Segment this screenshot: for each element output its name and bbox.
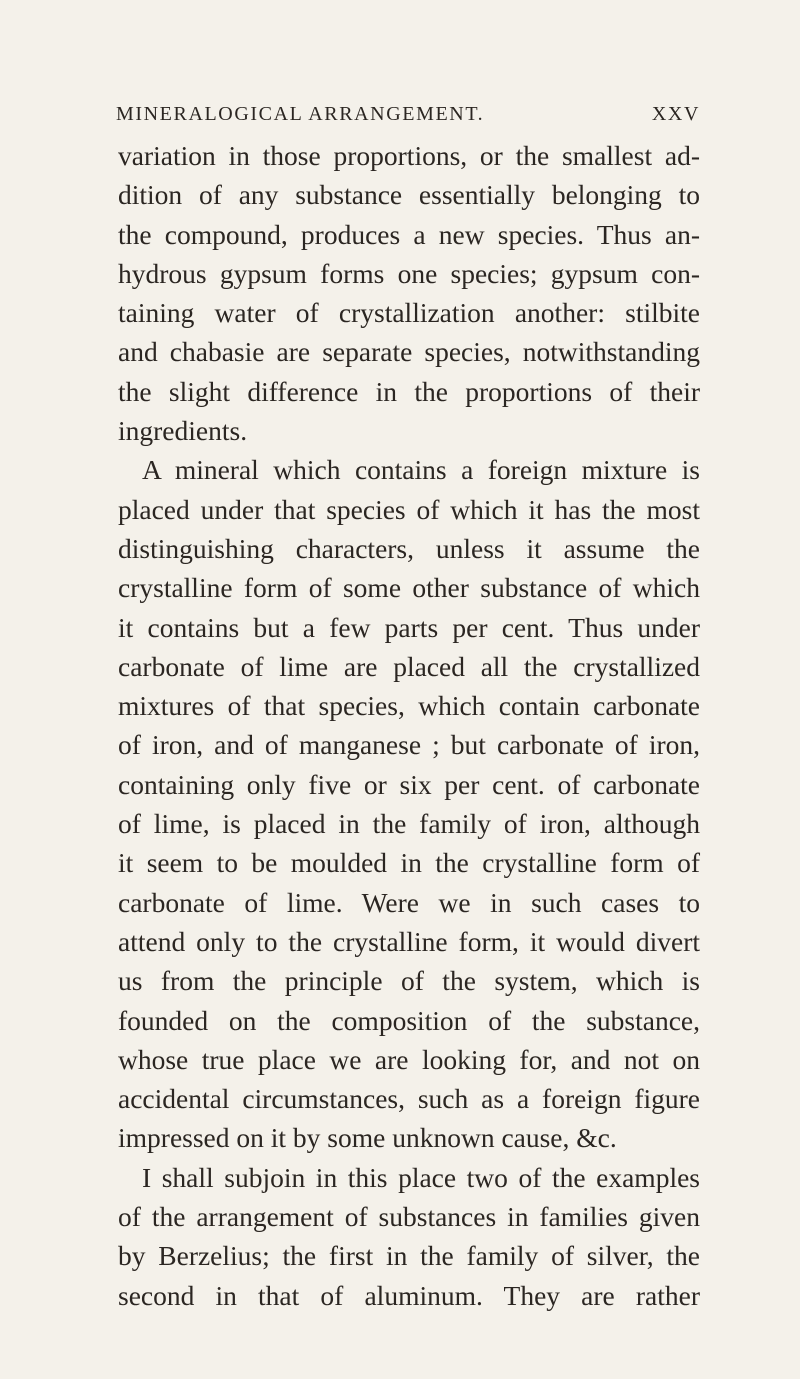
text-line: attend only to the crystalline form, it would divert bbox=[118, 925, 700, 957]
text-line: I shall subjoin in this place two of the examples bbox=[142, 1161, 700, 1193]
text-line: second in that of aluminum. They are rather bbox=[118, 1279, 700, 1311]
text-line: ingredients. bbox=[118, 415, 248, 447]
body-text bbox=[118, 136, 700, 1315]
text-line: of iron, and of manganese ; but carbonate of iron, bbox=[118, 729, 700, 761]
text-line: founded on the composition of the substance, bbox=[118, 1004, 700, 1036]
text-line: it contains but a few parts per cent. Thus under bbox=[118, 611, 700, 643]
running-title: MINERALOGICAL ARRANGEMENT. bbox=[116, 103, 485, 125]
running-head bbox=[112, 103, 700, 131]
text-line: containing only five or six per cent. of carbonate bbox=[118, 768, 700, 800]
text-line: and chabasie are separate species, notwithstanding bbox=[118, 336, 700, 368]
text-line: it seem to be moulded in the crystalline form of bbox=[118, 847, 700, 879]
text-line: hydrous gypsum forms one species; gypsum con- bbox=[118, 257, 700, 289]
text-line: whose true place we are looking for, and not on bbox=[118, 1043, 700, 1075]
text-line: crystalline form of some other substance of which bbox=[118, 572, 700, 604]
text-line: dition of any substance essentially belonging to bbox=[118, 179, 700, 211]
text-line: us from the principle of the system, which is bbox=[118, 965, 700, 997]
text-line: of lime, is placed in the family of iron, although bbox=[118, 808, 700, 840]
text-line: taining water of crystallization another: stilbite bbox=[118, 297, 700, 329]
text-line: accidental circumstances, such as a foreign figure bbox=[118, 1083, 700, 1115]
text-line: A mineral which contains a foreign mixture is bbox=[142, 454, 700, 486]
text-line: impressed on it by some unknown cause, &c. bbox=[118, 1122, 617, 1154]
text-line: distinguishing characters, unless it assume the bbox=[118, 532, 700, 564]
text-line: mixtures of that species, which contain carbonate bbox=[118, 690, 700, 722]
text-line: the slight difference in the proportions of their bbox=[118, 375, 700, 407]
text-line: the compound, produces a new species. Thus an- bbox=[118, 218, 700, 250]
text-line: carbonate of lime are placed all the crystallized bbox=[118, 650, 700, 682]
page-number: XXV bbox=[651, 103, 700, 125]
text-line: variation in those proportions, or the smallest ad- bbox=[118, 140, 700, 171]
text-line: by Berzelius; the first in the family of silver, the bbox=[118, 1240, 700, 1272]
text-line: placed under that species of which it has the most bbox=[118, 493, 700, 525]
text-line: carbonate of lime. Were we in such cases to bbox=[118, 886, 700, 918]
text-line: of the arrangement of substances in families given bbox=[118, 1201, 700, 1233]
